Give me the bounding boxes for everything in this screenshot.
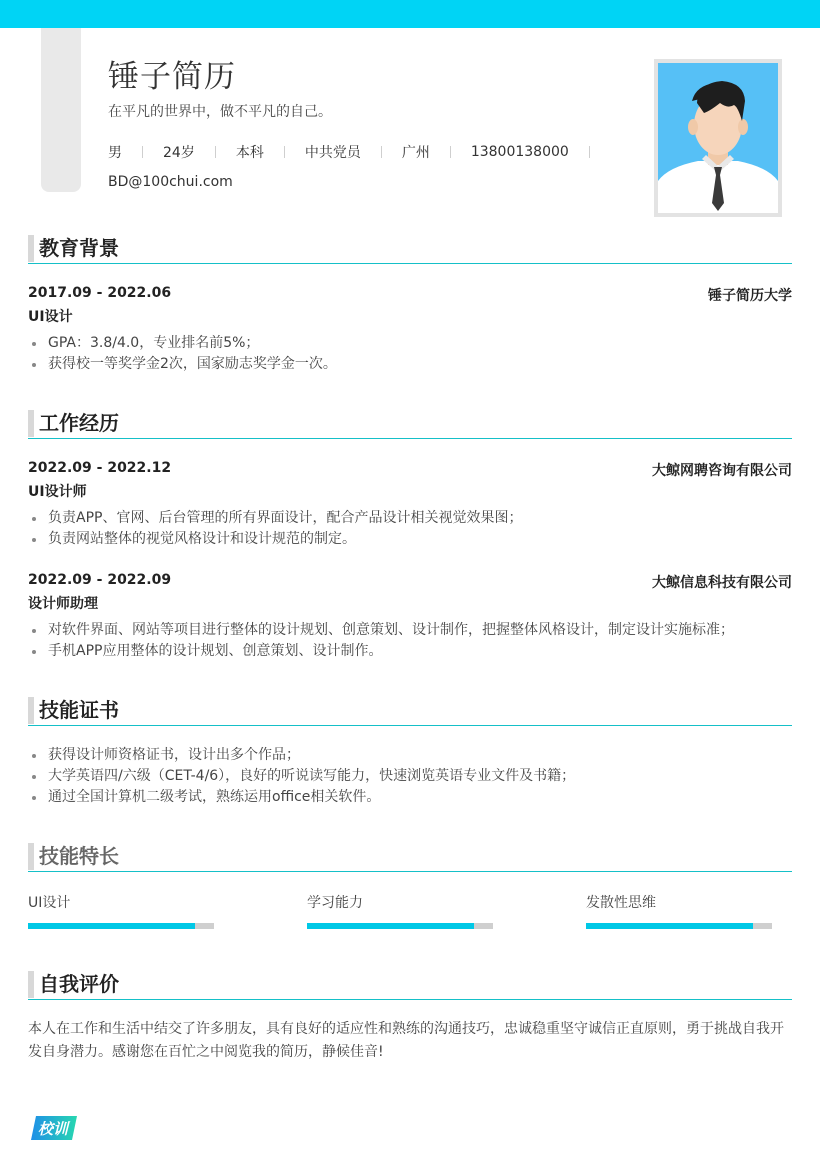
section-title-self-evaluation (28, 969, 792, 1000)
list-item: 负责网站整体的视觉风格设计和设计规范的制定。 (28, 529, 522, 550)
list-item: 获得设计师资格证书，设计出多个作品； (28, 745, 575, 766)
info-city: 广州 (401, 145, 430, 161)
info-divider (284, 146, 285, 158)
skill-label: 发散性思维 (586, 895, 656, 911)
work-role: 设计师助理 (28, 596, 98, 612)
list-item: 负责APP、官网、后台管理的所有界面设计，配合产品设计相关视觉效果图； (28, 508, 522, 529)
section-title-text: 教育背景 (39, 236, 119, 260)
avatar-illustration (658, 63, 778, 213)
skill-bar-fill (586, 923, 753, 929)
info-phone: 13800138000 (470, 144, 569, 160)
info-age: 24岁 (163, 145, 195, 161)
info-divider (142, 146, 143, 158)
self-evaluation-text: 本人在工作和生活中结交了许多朋友，具有良好的适应性和熟练的沟通技巧，忠诚稳重坚守诚信正直原则，勇于挑战自我开发自身潜力。感谢您在百忙之中阅览我的简历，静候佳音! (28, 1021, 784, 1060)
personal-info-row (108, 143, 610, 161)
section-title-text: 工作经历 (39, 411, 119, 435)
certificate-bullets (28, 745, 575, 808)
skill-label: 学习能力 (307, 895, 363, 911)
logo-text: 校训 (37, 1120, 69, 1138)
work-role: UI设计师 (28, 484, 87, 500)
work-bullets (28, 620, 734, 662)
logo-icon (30, 1115, 78, 1141)
section-title-bar (28, 410, 34, 437)
section-title-certificates (28, 695, 792, 726)
section-title-text: 技能特长 (39, 844, 119, 868)
work-company: 大鲸网聘咨询有限公司 (652, 463, 792, 479)
header-decoration-tab (41, 28, 81, 192)
motto: 在平凡的世界中，做不平凡的自己。 (108, 104, 332, 120)
section-title-text: 自我评价 (39, 972, 119, 996)
education-school: 锤子简历大学 (708, 288, 792, 304)
skill-bar-track (586, 923, 772, 929)
education-date: 2017.09 - 2022.06 (28, 285, 172, 301)
list-item: 获得校一等奖学金2次，国家励志奖学金一次。 (28, 354, 337, 375)
section-title-bar (28, 971, 34, 998)
education-bullets (28, 333, 337, 375)
info-divider (215, 146, 216, 158)
section-title-text: 技能证书 (39, 698, 119, 722)
work-date: 2022.09 - 2022.09 (28, 572, 172, 588)
info-divider (450, 146, 451, 158)
top-accent-bar (0, 0, 820, 28)
resume-name: 锤子简历 (108, 59, 236, 95)
skill-label: UI设计 (28, 895, 71, 911)
section-title-bar (28, 697, 34, 724)
education-major: UI设计 (28, 309, 73, 325)
section-title-bar (28, 843, 34, 870)
email: BD@100chui.com (108, 174, 233, 190)
list-item: 大学英语四/六级（CET-4/6），良好的听说读写能力，快速浏览英语专业文件及书籍； (28, 766, 575, 787)
info-gender: 男 (108, 145, 122, 161)
list-item: 通过全国计算机二级考试，熟练运用office相关软件。 (28, 787, 575, 808)
info-political-status: 中共党员 (304, 145, 361, 161)
section-title-bar (28, 235, 34, 262)
skill-item (586, 893, 772, 913)
skill-item (28, 893, 214, 913)
info-divider (589, 146, 590, 158)
skill-bar-fill (28, 923, 195, 929)
work-bullets (28, 508, 522, 550)
section-title-skills (28, 841, 792, 872)
skill-bar-track (28, 923, 214, 929)
section-title-work (28, 408, 792, 439)
work-company: 大鲸信息科技有限公司 (652, 575, 792, 591)
skill-bar-fill (307, 923, 474, 929)
info-divider (381, 146, 382, 158)
list-item: GPA：3.8/4.0，专业排名前5%； (28, 333, 337, 354)
skill-bar-track (307, 923, 493, 929)
profile-photo (654, 59, 782, 217)
work-date: 2022.09 - 2022.12 (28, 460, 172, 476)
section-title-education (28, 233, 792, 264)
brand-logo (30, 1115, 78, 1141)
skill-item (307, 893, 493, 913)
list-item: 手机APP应用整体的设计规划、创意策划、设计制作。 (28, 641, 734, 662)
info-degree: 本科 (235, 145, 264, 161)
list-item: 对软件界面、网站等项目进行整体的设计规划、创意策划、设计制作，把握整体风格设计，制定设计实施标准； (28, 620, 734, 641)
